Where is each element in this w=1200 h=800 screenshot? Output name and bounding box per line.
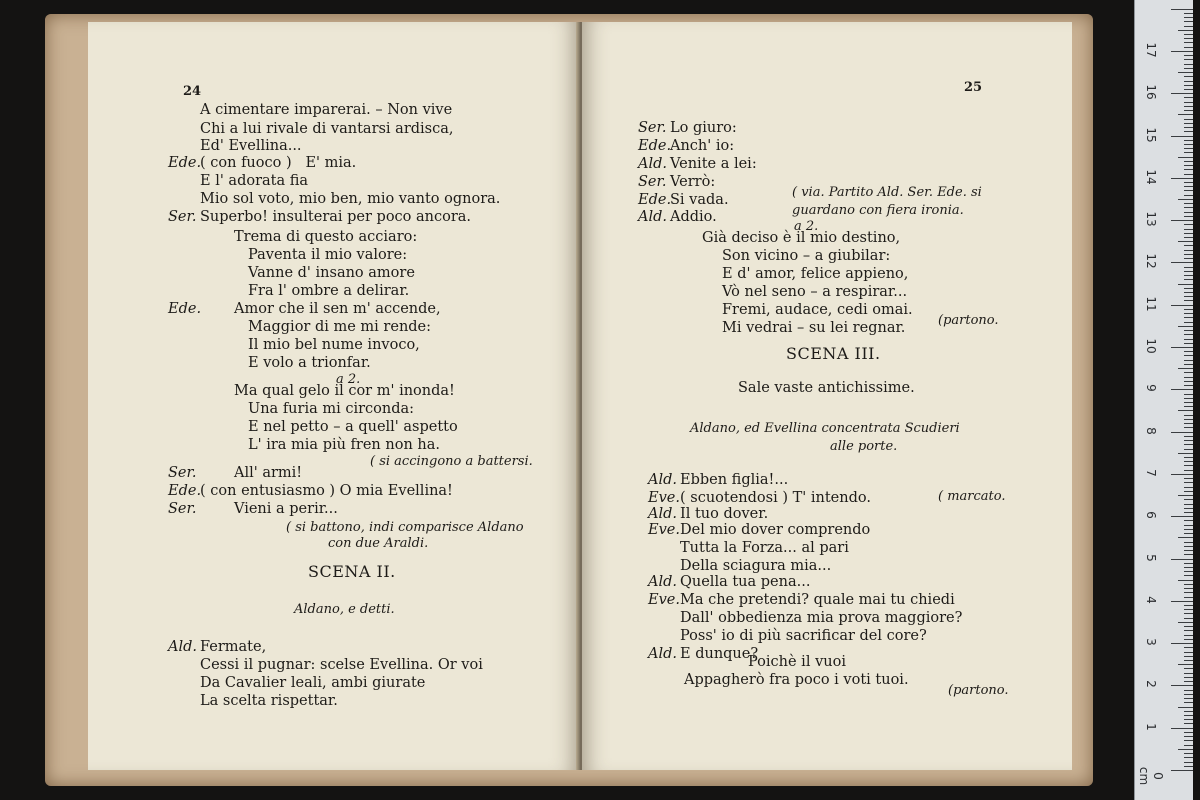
speaker-label: Ser.	[168, 209, 197, 225]
ruler-tick	[1178, 199, 1193, 200]
ruler-tick	[1184, 618, 1193, 619]
ruler-number: 17	[1144, 42, 1158, 58]
ruler-tick	[1184, 334, 1193, 335]
ruler-tick	[1184, 313, 1193, 314]
text-line: All' armi!	[234, 465, 303, 481]
text-line: La scelta rispettar.	[200, 693, 338, 709]
ruler-tick	[1171, 516, 1193, 517]
ruler-tick	[1184, 491, 1193, 492]
text-line: Della sciagura mia...	[680, 558, 832, 574]
ruler-tick	[1184, 216, 1193, 217]
text-line: Vieni a perir...	[234, 501, 338, 517]
text-line: ( marcato.	[938, 489, 1006, 504]
ruler-tick	[1184, 26, 1193, 27]
ruler-tick	[1171, 728, 1193, 729]
ruler-tick	[1184, 423, 1193, 424]
ruler-tick	[1184, 402, 1193, 403]
ruler-tick	[1171, 93, 1193, 94]
ruler-tick	[1184, 605, 1193, 606]
text-line: (partono.	[938, 313, 999, 328]
ruler-tick	[1184, 753, 1193, 754]
ruler-tick	[1184, 630, 1193, 631]
page-number: 24	[183, 84, 202, 99]
text-line: Cessi il pugnar: scelse Evellina. Or voi	[200, 657, 483, 673]
text-line: ( si accingono a battersi.	[370, 454, 533, 469]
ruler-tick	[1184, 169, 1193, 170]
ruler-tick	[1184, 207, 1193, 208]
text-line: Aldano, e detti.	[294, 602, 395, 617]
ruler-tick	[1184, 660, 1193, 661]
ruler-tick	[1184, 186, 1193, 187]
ruler-tick	[1184, 106, 1193, 107]
ruler-tick	[1184, 148, 1193, 149]
ruler-tick	[1184, 398, 1193, 399]
text-line: L' ira mia più fren non ha.	[248, 437, 440, 453]
ruler-tick	[1184, 237, 1193, 238]
speaker-label: Eve.	[648, 522, 680, 538]
ruler-tick	[1184, 34, 1193, 35]
ruler-tick	[1171, 51, 1193, 52]
ruler-tick	[1171, 262, 1193, 263]
ruler-tick	[1184, 254, 1193, 255]
speaker-label: Ede.	[638, 192, 672, 208]
ruler-tick	[1184, 592, 1193, 593]
ruler-tick	[1184, 381, 1193, 382]
text-line: ( scuotendosi ) T' intendo.	[680, 490, 871, 506]
ruler-number: 0 cm	[1137, 766, 1165, 786]
text-line: alle porte.	[830, 439, 898, 454]
ruler-tick	[1184, 123, 1193, 124]
ruler-tick	[1184, 55, 1193, 56]
ruler-tick	[1184, 394, 1193, 395]
ruler-tick	[1171, 432, 1193, 433]
ruler-tick	[1184, 17, 1193, 18]
ruler-tick	[1178, 664, 1193, 665]
ruler-tick	[1184, 635, 1193, 636]
ruler-tick	[1184, 309, 1193, 310]
ruler-tick	[1171, 305, 1193, 306]
ruler-tick	[1184, 13, 1193, 14]
ruler-tick	[1184, 288, 1193, 289]
ruler-tick	[1178, 368, 1193, 369]
text-line: Sale vaste antichissime.	[738, 380, 915, 396]
ruler-tick	[1184, 161, 1193, 162]
ruler-tick	[1184, 47, 1193, 48]
ruler-tick	[1184, 140, 1193, 141]
text-line: Poss' io di più sacrificar del core?	[680, 628, 927, 644]
ruler-tick	[1184, 339, 1193, 340]
ruler-tick	[1171, 9, 1193, 10]
ruler-tick	[1184, 76, 1193, 77]
speaker-label: Ser.	[168, 501, 197, 517]
ruler-tick	[1184, 300, 1193, 301]
ruler-tick	[1178, 72, 1193, 73]
ruler-tick	[1184, 597, 1193, 598]
ruler-tick	[1184, 567, 1193, 568]
ruler-tick	[1184, 482, 1193, 483]
ruler-tick	[1184, 656, 1193, 657]
text-line: (partono.	[948, 683, 1009, 698]
ruler-tick	[1178, 453, 1193, 454]
text-line: a 2.	[336, 372, 361, 387]
right-page	[582, 22, 1072, 770]
ruler-tick	[1184, 702, 1193, 703]
ruler-number: 14	[1144, 169, 1158, 185]
ruler-tick	[1184, 102, 1193, 103]
text-line: guardano con fiera ironia.	[792, 203, 964, 218]
text-line: Ebben figlia!...	[680, 472, 789, 488]
ruler-number: 15	[1144, 126, 1158, 143]
ruler-tick	[1184, 152, 1193, 153]
ruler-number: 6	[1144, 511, 1158, 519]
ruler-tick	[1184, 444, 1193, 445]
ruler-number: 1	[1144, 722, 1158, 731]
ruler-tick	[1184, 68, 1193, 69]
speaker-label: Ede.	[638, 138, 672, 154]
ruler-tick	[1184, 224, 1193, 225]
ruler-tick	[1184, 723, 1193, 724]
speaker-label: Ede.	[168, 483, 202, 499]
ruler-tick	[1178, 622, 1193, 623]
text-line: Appagherò fra poco i voti tuoi.	[684, 672, 909, 688]
ruler-tick	[1184, 275, 1193, 276]
ruler-number: 12	[1144, 253, 1158, 270]
ruler-tick	[1184, 613, 1193, 614]
ruler-tick	[1184, 478, 1193, 479]
ruler-number: 2	[1144, 680, 1158, 689]
ruler-tick	[1178, 410, 1193, 411]
left-page	[88, 22, 578, 770]
ruler-tick	[1178, 707, 1193, 708]
text-line: Il tuo dover.	[680, 506, 769, 522]
ruler-tick	[1184, 355, 1193, 356]
ruler-tick	[1184, 322, 1193, 323]
ruler-tick	[1184, 415, 1193, 416]
ruler-tick	[1184, 698, 1193, 699]
ruler-tick	[1184, 673, 1193, 674]
text-line: Una furia mi circonda:	[248, 401, 415, 417]
ruler-tick	[1184, 736, 1193, 737]
ruler-tick	[1184, 59, 1193, 60]
text-line: Ed' Evellina...	[200, 138, 302, 154]
text-line: E nel petto – a quell' aspetto	[248, 419, 458, 435]
ruler-tick	[1184, 571, 1193, 572]
text-line: Superbo! insulterai per poco ancora.	[200, 209, 472, 225]
speaker-label: Ede.	[168, 155, 202, 171]
ruler-tick	[1184, 419, 1193, 420]
text-line: Mio sol voto, mio ben, mio vanto ognora.	[200, 191, 501, 207]
ruler-tick	[1178, 495, 1193, 496]
ruler-tick	[1184, 64, 1193, 65]
text-line: Tutta la Forza... al pari	[680, 540, 849, 556]
speaker-label: Ede.	[168, 301, 202, 317]
ruler-tick	[1184, 119, 1193, 120]
ruler-tick	[1184, 529, 1193, 530]
ruler-tick	[1184, 563, 1193, 564]
ruler-tick	[1184, 647, 1193, 648]
speaker-label: Ser.	[638, 120, 667, 136]
ruler-tick	[1184, 546, 1193, 547]
ruler-tick	[1184, 372, 1193, 373]
text-line: Verrò:	[670, 174, 716, 190]
ruler-tick	[1184, 609, 1193, 610]
text-line: Fra l' ombre a delirar.	[248, 283, 410, 299]
ruler-number: 10	[1144, 338, 1158, 354]
text-line: Ma qual gelo il cor m' inonda!	[234, 383, 455, 399]
ruler-tick	[1184, 42, 1193, 43]
ruler-tick	[1184, 351, 1193, 352]
text-line: Si vada.	[670, 192, 729, 208]
text-line: Aldano, ed Evellina concentrata Scudieri	[690, 421, 960, 436]
text-line: Trema di questo acciaro:	[234, 229, 418, 245]
text-line: A cimentare imparerai. – Non vive	[200, 102, 453, 118]
ruler-tick	[1184, 203, 1193, 204]
text-line: E l' adorata fia	[200, 173, 309, 189]
text-line: Mi vedrai – su lei regnar.	[722, 320, 906, 336]
ruler-tick	[1184, 461, 1193, 462]
ruler-tick	[1171, 770, 1193, 771]
text-line: Ma che pretendi? quale mai tu chiedi	[680, 592, 955, 608]
speaker-label: Ald.	[648, 472, 677, 488]
scene-heading: SCENA III.	[786, 344, 881, 363]
ruler-tick	[1184, 512, 1193, 513]
ruler-tick	[1184, 279, 1193, 280]
ruler-tick	[1184, 694, 1193, 695]
ruler-tick	[1178, 537, 1193, 538]
text-line: ( si battono, indi comparisce Aldano	[286, 520, 524, 535]
ruler-tick	[1184, 233, 1193, 234]
ruler-tick	[1184, 250, 1193, 251]
ruler-number: 11	[1144, 296, 1158, 312]
ruler-tick	[1184, 533, 1193, 534]
ruler-tick	[1178, 326, 1193, 327]
ruler-tick	[1184, 317, 1193, 318]
ruler-number: 13	[1144, 211, 1158, 227]
ruler-tick	[1184, 360, 1193, 361]
text-line: E volo a trionfar.	[248, 355, 371, 371]
ruler-tick	[1184, 385, 1193, 386]
ruler-tick	[1184, 508, 1193, 509]
ruler-tick	[1184, 212, 1193, 213]
text-line: E d' amor, felice appieno,	[722, 266, 909, 282]
ruler-tick	[1184, 575, 1193, 576]
ruler-tick	[1184, 258, 1193, 259]
speaker-label: Ald.	[648, 574, 677, 590]
ruler-tick	[1184, 520, 1193, 521]
text-line: con due Araldi.	[328, 536, 429, 551]
ruler-tick	[1184, 639, 1193, 640]
ruler-tick	[1184, 81, 1193, 82]
ruler-tick	[1184, 127, 1193, 128]
ruler-number: 5	[1144, 553, 1158, 562]
measuring-ruler	[1134, 0, 1193, 800]
ruler-tick	[1184, 406, 1193, 407]
text-line: Fremi, audace, cedi omai.	[722, 302, 913, 318]
speaker-label: Ser.	[168, 465, 197, 481]
ruler-tick	[1184, 436, 1193, 437]
ruler-tick	[1184, 364, 1193, 365]
speaker-label: Ald.	[638, 156, 667, 172]
ruler-tick	[1184, 85, 1193, 86]
ruler-tick	[1184, 330, 1193, 331]
ruler-tick	[1184, 292, 1193, 293]
ruler-tick	[1184, 525, 1193, 526]
speaker-label: Eve.	[648, 490, 680, 506]
ruler-tick	[1184, 732, 1193, 733]
ruler-tick	[1184, 190, 1193, 191]
text-line: Vanne d' insano amore	[248, 265, 415, 281]
text-line: Il mio bel nume invoco,	[248, 337, 420, 353]
ruler-tick	[1171, 685, 1193, 686]
ruler-number: 4	[1144, 595, 1158, 604]
scene-heading: SCENA II.	[308, 562, 396, 581]
ruler-tick	[1178, 284, 1193, 285]
ruler-tick	[1184, 690, 1193, 691]
ruler-tick	[1184, 668, 1193, 669]
text-line: Anch' io:	[670, 138, 735, 154]
ruler-tick	[1171, 474, 1193, 475]
ruler-tick	[1184, 271, 1193, 272]
text-line: Vò nel seno – a respirar...	[722, 284, 908, 300]
ruler-tick	[1178, 749, 1193, 750]
ruler-number: 9	[1144, 384, 1158, 393]
text-line: E dunque?	[680, 646, 759, 662]
ruler-tick	[1184, 550, 1193, 551]
ruler-number: 7	[1144, 469, 1158, 477]
speaker-label: Ser.	[638, 174, 667, 190]
ruler-tick	[1178, 157, 1193, 158]
ruler-tick	[1184, 554, 1193, 555]
text-line: Amor che il sen m' accende,	[234, 301, 441, 317]
text-line: Quella tua pena...	[680, 574, 811, 590]
text-line: ( con entusiasmo ) O mia Evellina!	[200, 483, 453, 499]
text-line: Chi a lui rivale di vantarsi ardisca,	[200, 121, 454, 137]
ruler-tick	[1184, 711, 1193, 712]
text-line: Paventa il mio valore:	[248, 247, 408, 263]
page-number: 25	[964, 80, 983, 95]
ruler-tick	[1184, 245, 1193, 246]
ruler-tick	[1184, 440, 1193, 441]
ruler-tick	[1171, 220, 1193, 221]
ruler-tick	[1178, 241, 1193, 242]
ruler-tick	[1184, 487, 1193, 488]
ruler-tick	[1184, 229, 1193, 230]
ruler-tick	[1184, 766, 1193, 767]
ruler-tick	[1184, 740, 1193, 741]
ruler-tick	[1184, 296, 1193, 297]
ruler-tick	[1184, 745, 1193, 746]
ruler-tick	[1178, 30, 1193, 31]
text-line: Son vicino – a giubilar:	[722, 248, 891, 264]
text-line: ( con fuoco ) E' mia.	[200, 155, 357, 171]
ruler-tick	[1184, 89, 1193, 90]
ruler-number: 16	[1144, 84, 1158, 100]
ruler-tick	[1184, 584, 1193, 585]
text-line: Maggior di me mi rende:	[248, 319, 432, 335]
ruler-tick	[1184, 715, 1193, 716]
ruler-tick	[1184, 652, 1193, 653]
speaker-label: Ald.	[638, 209, 667, 225]
ruler-tick	[1171, 389, 1193, 390]
ruler-tick	[1184, 470, 1193, 471]
ruler-tick	[1184, 427, 1193, 428]
ruler-tick	[1184, 97, 1193, 98]
ruler-tick	[1184, 195, 1193, 196]
ruler-tick	[1184, 504, 1193, 505]
text-line: Dall' obbedienza mia prova maggiore?	[680, 610, 963, 626]
ruler-tick	[1171, 559, 1193, 560]
ruler-tick	[1171, 178, 1193, 179]
ruler-tick	[1184, 588, 1193, 589]
ruler-tick	[1184, 110, 1193, 111]
ruler-tick	[1171, 601, 1193, 602]
ruler-tick	[1184, 21, 1193, 22]
ruler-tick	[1171, 347, 1193, 348]
ruler-tick	[1184, 377, 1193, 378]
text-line: Da Cavalier leali, ambi giurate	[200, 675, 426, 691]
text-line: Lo giuro:	[670, 120, 737, 136]
text-line: a 2.	[794, 219, 819, 234]
ruler-number: 3	[1144, 638, 1158, 646]
ruler-tick	[1184, 131, 1193, 132]
ruler-tick	[1178, 114, 1193, 115]
ruler-tick	[1184, 757, 1193, 758]
text-line: Addio.	[670, 209, 717, 225]
ruler-tick	[1171, 643, 1193, 644]
text-line: ( via. Partito Ald. Ser. Ede. si	[792, 185, 982, 200]
ruler-tick	[1178, 580, 1193, 581]
ruler-tick	[1184, 144, 1193, 145]
ruler-tick	[1184, 457, 1193, 458]
ruler-tick	[1184, 38, 1193, 39]
ruler-tick	[1184, 762, 1193, 763]
ruler-number: 8	[1144, 426, 1158, 435]
text-line: Poichè il vuoi	[748, 654, 846, 670]
speaker-label: Ald.	[648, 646, 677, 662]
ruler-tick	[1184, 681, 1193, 682]
ruler-tick	[1184, 449, 1193, 450]
text-line: Del mio dover comprendo	[680, 522, 871, 538]
text-line: Venite a lei:	[670, 156, 757, 172]
ruler-tick	[1184, 165, 1193, 166]
ruler-tick	[1184, 465, 1193, 466]
ruler-tick	[1184, 182, 1193, 183]
ruler-tick	[1184, 626, 1193, 627]
ruler-tick	[1184, 677, 1193, 678]
ruler-tick	[1184, 267, 1193, 268]
ruler-tick	[1184, 174, 1193, 175]
ruler-tick	[1184, 542, 1193, 543]
text-line: Già deciso è il mio destino,	[702, 230, 901, 246]
ruler-tick	[1184, 719, 1193, 720]
ruler-tick	[1184, 343, 1193, 344]
ruler-tick	[1171, 136, 1193, 137]
speaker-label: Eve.	[648, 592, 680, 608]
speaker-label: Ald.	[168, 639, 197, 655]
speaker-label: Ald.	[648, 506, 677, 522]
ruler-tick	[1184, 499, 1193, 500]
text-line: Fermate,	[200, 639, 267, 655]
